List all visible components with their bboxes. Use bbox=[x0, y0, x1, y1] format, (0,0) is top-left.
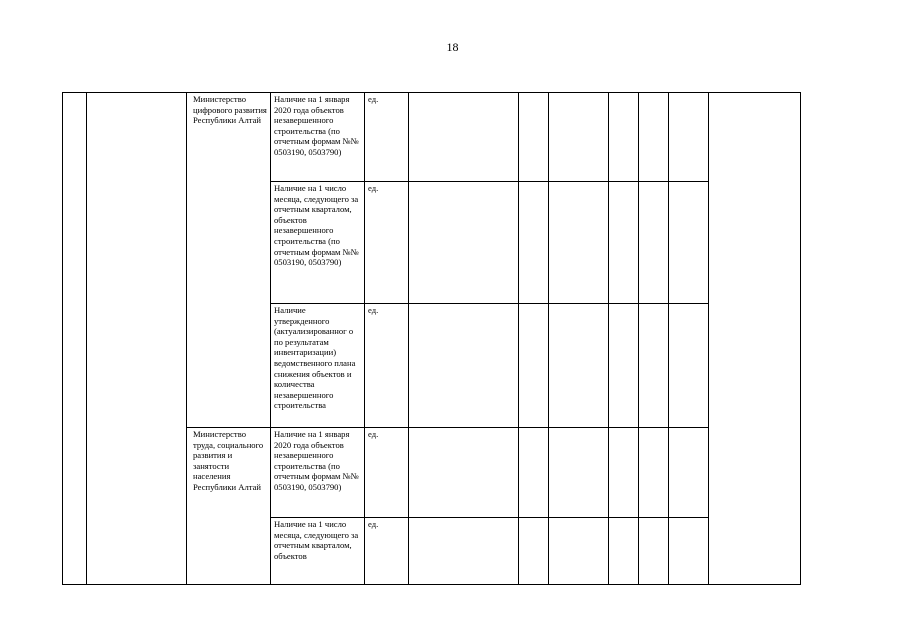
note-cell bbox=[709, 93, 801, 585]
indicator-cell: Наличие на 1 января 2020 года объектов незавершенного строительства (по отчетным формам №№ 0503190, 0503790) bbox=[271, 428, 365, 518]
report-table bbox=[62, 92, 801, 585]
value-cell bbox=[549, 93, 609, 182]
value-cell bbox=[409, 93, 519, 182]
value-cell bbox=[519, 182, 549, 304]
value-cell bbox=[609, 428, 639, 518]
value-cell bbox=[669, 182, 709, 304]
value-cell bbox=[549, 304, 609, 428]
value-cell bbox=[549, 182, 609, 304]
name-cell bbox=[87, 93, 187, 585]
value-cell bbox=[639, 304, 669, 428]
value-cell bbox=[519, 304, 549, 428]
unit-cell: ед. bbox=[365, 304, 409, 428]
value-cell bbox=[639, 518, 669, 585]
value-cell bbox=[609, 518, 639, 585]
page-number: 18 bbox=[446, 40, 459, 54]
indicator-cell: Наличие на 1 число месяца, следующего за отчетным кварталом, объектов bbox=[271, 518, 365, 585]
value-cell bbox=[519, 428, 549, 518]
unit-cell: ед. bbox=[365, 428, 409, 518]
value-cell bbox=[669, 304, 709, 428]
value-cell bbox=[639, 428, 669, 518]
value-cell bbox=[409, 518, 519, 585]
value-cell bbox=[409, 304, 519, 428]
value-cell bbox=[409, 428, 519, 518]
organization-cell: Министерство труда, социального развития и занятости населения Республики Алтай bbox=[187, 428, 271, 585]
value-cell bbox=[609, 182, 639, 304]
value-cell bbox=[549, 518, 609, 585]
value-cell bbox=[609, 304, 639, 428]
unit-cell: ед. bbox=[365, 93, 409, 182]
indicator-cell: Наличие утвержденного (актуализированног о по результатам инвентаризации) ведомственного плана снижения объектов и количества незавершенного строительства bbox=[271, 304, 365, 428]
table-row bbox=[63, 93, 801, 182]
value-cell bbox=[409, 182, 519, 304]
indicator-cell: Наличие на 1 число месяца, следующего за отчетным кварталом, объектов незавершенного строительства (по отчетным формам №№ 0503190, 0503790) bbox=[271, 182, 365, 304]
value-cell bbox=[639, 93, 669, 182]
value-cell bbox=[669, 93, 709, 182]
indicator-cell: Наличие на 1 января 2020 года объектов незавершенного строительства (по отчетным формам №№ 0503190, 0503790) bbox=[271, 93, 365, 182]
unit-cell: ед. bbox=[365, 518, 409, 585]
unit-cell: ед. bbox=[365, 182, 409, 304]
value-cell bbox=[669, 518, 709, 585]
value-cell bbox=[609, 93, 639, 182]
value-cell bbox=[669, 428, 709, 518]
value-cell bbox=[639, 182, 669, 304]
value-cell bbox=[549, 428, 609, 518]
organization-cell: Министерство цифрового развития Республики Алтай bbox=[187, 93, 271, 428]
value-cell bbox=[519, 518, 549, 585]
value-cell bbox=[519, 93, 549, 182]
number-cell bbox=[63, 93, 87, 585]
